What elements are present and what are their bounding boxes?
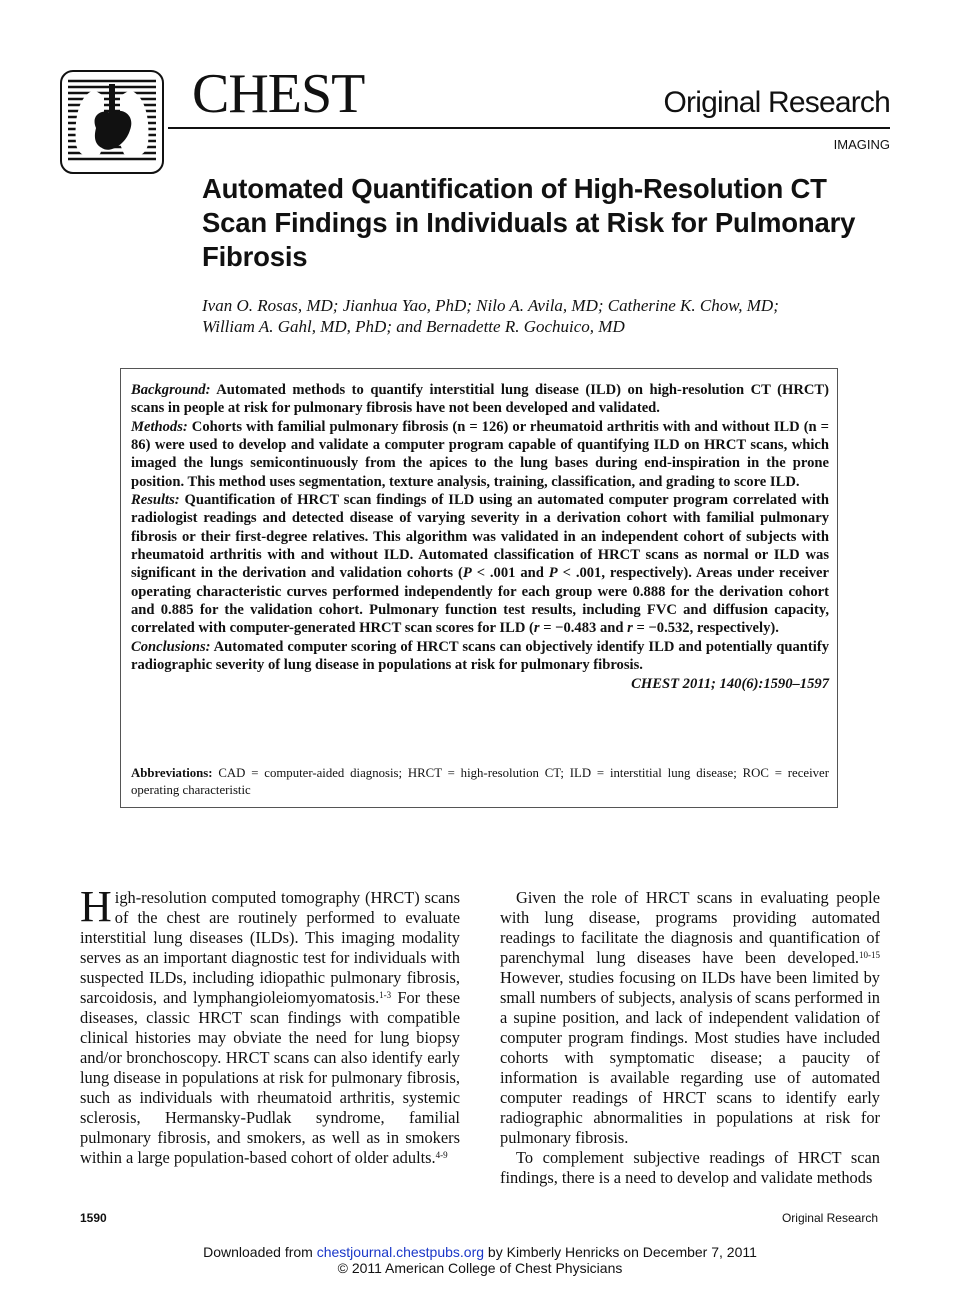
- r-symbol: r: [533, 620, 540, 637]
- reference-marker[interactable]: 10-15: [859, 950, 880, 960]
- page-number: 1590: [80, 1211, 107, 1225]
- authors-line-1: Ivan O. Rosas, MD; Jianhua Yao, PhD; Nilo A. Avila, MD; Catherine K. Chow, MD;: [202, 296, 779, 315]
- abbreviations-text: CAD = computer-aided diagnosis; HRCT = high-resolution CT; ILD = interstitial lung disease; ROC = receiver operating characteristic: [131, 766, 829, 797]
- citation: CHEST 2011; 140(6):1590–1597: [631, 675, 829, 692]
- body-paragraph: [500, 1148, 880, 1188]
- subject-label: IMAGING: [833, 137, 890, 152]
- conclusions-label: Conclusions:: [131, 638, 211, 655]
- footer-section: Original Research: [781, 1211, 878, 1225]
- results-text-2: < .001 and: [471, 565, 549, 582]
- download-prefix: Downloaded from: [203, 1244, 317, 1260]
- paragraph-text: To complement subjective readings of HRCT scan findings, there is a need to develop and validate methods: [500, 1148, 880, 1187]
- abstract-background: [131, 381, 829, 418]
- body-paragraph: [80, 882, 460, 1168]
- abbreviations: [131, 765, 829, 799]
- paragraph-text: igh-resolution computed tomography (HRCT) scans of the chest are routinely performed to evaluate interstitial lung diseases (ILDs). This imaging modality serves as an important diagnostic test for individuals with suspected ILDs, including idiopathic pulmonary fibrosis, sarcoidosis, and lymphangioleiomyomatosis.: [80, 888, 460, 1007]
- body-column-left: [80, 882, 460, 1168]
- p-symbol: P: [548, 565, 558, 582]
- paragraph-text: Given the role of HRCT scans in evaluating people with lung disease, programs providing automated readings to facilitate the diagnosis and quantification of parenchymal lung diseases have been developed.: [500, 888, 880, 967]
- paragraph-text: However, studies focusing on ILDs have been limited by small numbers of subjects, analysis of scans performed in a supine position, and lack of independent validation of computer program findings. Most studies have included cohorts with symptomatic disease; a paucity of information is available regarding use of automated computer readings of HRCT scans to identify early radiographic abnormalities in populations at risk for pulmonary fibrosis.: [500, 968, 880, 1147]
- abstract-results: [131, 491, 829, 638]
- abbreviations-label: Abbreviations:: [131, 766, 213, 780]
- background-text: Automated methods to quantify interstitial lung disease (ILD) on high-resolution CT (HRCT) scans in people at risk for pulmonary fibrosis have not been developed and validated.: [131, 382, 829, 417]
- journal-link[interactable]: chestjournal.chestpubs.org: [316, 1244, 485, 1260]
- copyright-notice: © 2011 American College of Chest Physicians: [337, 1260, 623, 1276]
- reference-marker[interactable]: 4-9: [435, 1150, 448, 1160]
- header-rule: [168, 127, 890, 129]
- methods-text: Cohorts with familial pulmonary fibrosis (n = 126) or rheumatoid arthritis with and without ILD (n = 86) were used to develop and validate a computer program capable of quantifying ILD on HRCT scans, which imaged the lungs semicontinuously from the apices to the lung bases during end-inspiration in the prone position. This method uses segmentation, texture analysis, training, classification, and grading to score ILD.: [131, 418, 829, 490]
- journal-name: CHEST: [192, 63, 365, 125]
- conclusions-text: Automated computer scoring of HRCT scans can objectively identify ILD and potentially quantify radiographic severity of lung disease in populations at risk for pulmonary fibrosis.: [131, 638, 829, 674]
- abstract-conclusions: [131, 638, 829, 675]
- results-text-3: < .001, respectively). Areas under receiver operating characteristic curves performed independently for each group were 0.888 for the derivation cohort and 0.885 for the validation cohort. Pulmonary function test results, including FVC and diffusion capacity, correlated with computer-generated HRCT scan scores for ILD (: [131, 565, 829, 637]
- abstract: [131, 381, 829, 693]
- background-label: Background:: [131, 382, 211, 398]
- body-paragraph: [500, 888, 880, 1148]
- reference-marker[interactable]: 1-3: [379, 990, 392, 1000]
- p-symbol: P: [462, 565, 472, 582]
- methods-label: Methods:: [131, 418, 188, 435]
- results-text-4: = −0.483 and: [539, 620, 628, 637]
- r-symbol: r: [627, 620, 633, 637]
- results-text-5: = −0.532, respectively).: [632, 620, 779, 637]
- body-column-right: [500, 888, 880, 1188]
- abstract-methods: [131, 418, 829, 491]
- authors-line-2: William A. Gahl, MD, PhD; and Bernadette R. Gochuico, MD: [202, 317, 625, 336]
- section-label: Original Research: [663, 86, 890, 119]
- download-suffix: by Kimberly Henricks on December 7, 2011: [484, 1244, 757, 1260]
- drop-cap: H: [80, 882, 112, 931]
- results-text-1: Quantification of HRCT scan findings of ILD using an automated computer program correlated with radiologist readings and detected disease of varying severity in a derivation cohort with familial pulmonary fibrosis or their first-degree relatives. This algorithm was validated in an independent cohort of subjects with rheumatoid arthritis with and without ILD. Automated classification of HRCT scans as normal or ILD was significant in the derivation and validation cohorts (: [131, 492, 830, 582]
- article-title: Automated Quantification of High-Resolution CT Scan Findings in Individuals at Risk for Pulmonary Fibrosis: [202, 173, 856, 272]
- paragraph-text: For these diseases, classic HRCT scan findings with compatible clinical histories may obviate the need for lung biopsy and/or bronchoscopy. HRCT scans can also identify early lung disease in populations at risk for pulmonary fibrosis, such as individuals with rheumatoid arthritis, systemic sclerosis, Hermansky-Pudlak syndrome, familial pulmonary fibrosis, and smokers, as well as in smokers within a large population-based cohort of older adults.: [80, 988, 460, 1167]
- download-notice: [0, 1244, 960, 1260]
- author-list: [202, 295, 842, 337]
- chest-logo-icon: [60, 70, 164, 174]
- results-label: Results:: [131, 492, 180, 509]
